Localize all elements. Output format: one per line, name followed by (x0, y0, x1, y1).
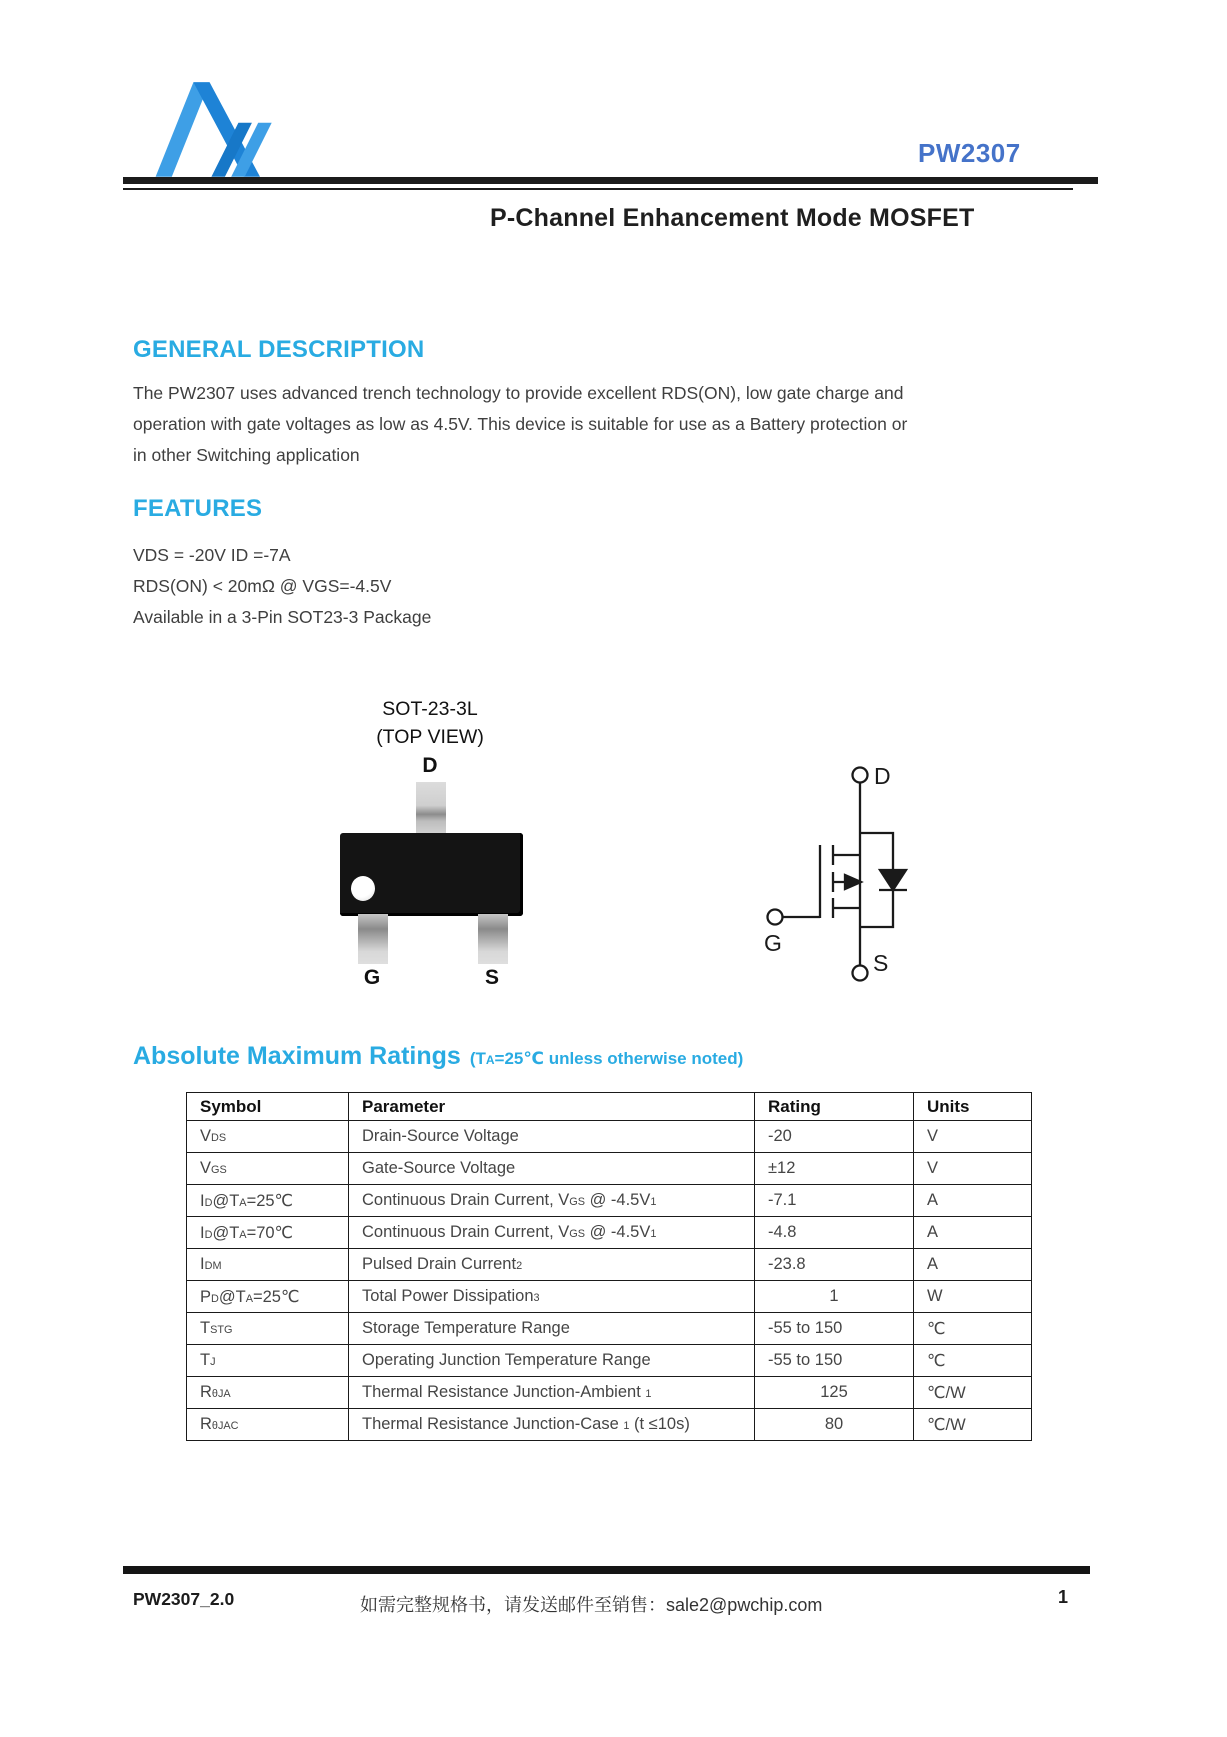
units-cell: V (914, 1153, 1032, 1185)
package-view: (TOP VIEW) (376, 726, 484, 748)
ratings-table-body (187, 1121, 1032, 1441)
table-row (187, 1121, 1032, 1153)
units-cell: V (914, 1121, 1032, 1153)
units-cell: ℃/W (914, 1409, 1032, 1441)
parameter-cell: Continuous Drain Current, VGS @ -4.5V1 (349, 1185, 755, 1217)
package-body (340, 833, 523, 916)
header-row (187, 1093, 1032, 1121)
footer-contact-note: 如需完整规格书，请发送邮件至销售：sale2@pwchip.com (360, 1595, 823, 1615)
column-header-parameter: Parameter (349, 1093, 755, 1121)
symbol-cell: TSTG (187, 1313, 349, 1345)
rating-cell: 80 (755, 1409, 914, 1441)
units-cell: ℃/W (914, 1377, 1032, 1409)
ratings-table-header (187, 1093, 1032, 1121)
symbol-cell: IDM (187, 1249, 349, 1281)
description-text (133, 378, 993, 471)
rating-cell: -4.8 (755, 1217, 914, 1249)
table-row (187, 1281, 1032, 1313)
symbol-cell: RθJA (187, 1377, 349, 1409)
description-line: in other Switching application (133, 445, 360, 465)
gate-terminal (768, 910, 783, 925)
parameter-cell: Drain-Source Voltage (349, 1121, 755, 1153)
rating-cell: -55 to 150 (755, 1345, 914, 1377)
table-row (187, 1345, 1032, 1377)
rating-cell: 125 (755, 1377, 914, 1409)
table-row (187, 1153, 1032, 1185)
schematic-source-label: S (873, 950, 889, 976)
package-name: SOT-23-3L (382, 698, 478, 720)
parameter-cell: Thermal Resistance Junction-Case 1 (t ≤10s) (349, 1409, 755, 1441)
mosfet-schematic (750, 683, 990, 983)
table-row (187, 1377, 1032, 1409)
package-pin-source (478, 914, 508, 964)
pin1-index-dot (351, 876, 375, 901)
ratings-heading: Absolute Maximum Ratings (133, 1042, 461, 1070)
parameter-cell: Storage Temperature Range (349, 1313, 755, 1345)
rating-cell: -20 (755, 1121, 914, 1153)
column-header-rating: Rating (755, 1093, 914, 1121)
package-pin-gate (358, 914, 388, 964)
symbol-cell: ID@TA=25℃ (187, 1185, 349, 1217)
header-rule-thin (123, 188, 1073, 190)
body-arrow (845, 875, 861, 889)
table-row (187, 1313, 1032, 1345)
rating-cell: -23.8 (755, 1249, 914, 1281)
rating-cell: -7.1 (755, 1185, 914, 1217)
features-list (133, 540, 833, 633)
parameter-cell: Operating Junction Temperature Range (349, 1345, 755, 1377)
section-heading-features: FEATURES (133, 495, 263, 522)
pwchip-logo (152, 82, 278, 177)
parameter-cell: Gate-Source Voltage (349, 1153, 755, 1185)
pin-label-s: S (484, 966, 499, 989)
units-cell: ℃ (914, 1313, 1032, 1345)
units-cell: A (914, 1217, 1032, 1249)
package-pin-drain (416, 782, 446, 834)
units-cell: W (914, 1281, 1032, 1313)
description-line: operation with gate voltages as low as 4.5V. This device is suitable for use as a Battery protection or (133, 414, 908, 434)
source-terminal (853, 966, 868, 981)
parameter-cell: Pulsed Drain Current2 (349, 1249, 755, 1281)
column-header-symbol: Symbol (187, 1093, 349, 1121)
page-number: 1 (1058, 1587, 1069, 1607)
table-row (187, 1185, 1032, 1217)
pin-label-d: D (422, 754, 438, 777)
body-diode-anode (880, 870, 906, 890)
ratings-heading-row (133, 1042, 743, 1071)
pin-label-g: G (363, 966, 381, 989)
schematic-gate-label: G (764, 930, 782, 956)
parameter-cell: Total Power Dissipation3 (349, 1281, 755, 1313)
feature-item: VDS = -20V ID =-7A (133, 545, 291, 565)
header-rule-thick (123, 177, 1098, 184)
schematic-drain-label: D (874, 763, 891, 789)
rating-cell: 1 (755, 1281, 914, 1313)
feature-item: RDS(ON) < 20mΩ @ VGS=-4.5V (133, 576, 392, 596)
rating-cell: -55 to 150 (755, 1313, 914, 1345)
table-row (187, 1409, 1032, 1441)
symbol-cell: RθJAC (187, 1409, 349, 1441)
part-number: PW2307 (918, 138, 1021, 168)
symbol-cell: VDS (187, 1121, 349, 1153)
parameter-cell: Continuous Drain Current, VGS @ -4.5V1 (349, 1217, 755, 1249)
table-row (187, 1217, 1032, 1249)
units-cell: A (914, 1249, 1032, 1281)
doc-version: PW2307_2.0 (133, 1589, 235, 1609)
table-row (187, 1249, 1032, 1281)
ratings-table (186, 1092, 1032, 1441)
rating-cell: ±12 (755, 1153, 914, 1185)
page-title: P-Channel Enhancement Mode MOSFET (490, 204, 975, 232)
description-line: The PW2307 uses advanced trench technology to provide excellent RDS(ON), low gate charge and (133, 383, 904, 403)
column-header-units: Units (914, 1093, 1032, 1121)
footer-rule (123, 1566, 1090, 1574)
symbol-cell: ID@TA=70℃ (187, 1217, 349, 1249)
section-heading-general-description: GENERAL DESCRIPTION (133, 336, 425, 363)
symbol-cell: PD@TA=25℃ (187, 1281, 349, 1313)
symbol-cell: VGS (187, 1153, 349, 1185)
drain-terminal (853, 768, 868, 783)
ratings-condition: (TA=25℃ unless otherwise noted) (469, 1049, 744, 1068)
parameter-cell: Thermal Resistance Junction-Ambient 1 (349, 1377, 755, 1409)
units-cell: A (914, 1185, 1032, 1217)
feature-item: Available in a 3-Pin SOT23-3 Package (133, 607, 432, 627)
symbol-cell: TJ (187, 1345, 349, 1377)
units-cell: ℃ (914, 1345, 1032, 1377)
